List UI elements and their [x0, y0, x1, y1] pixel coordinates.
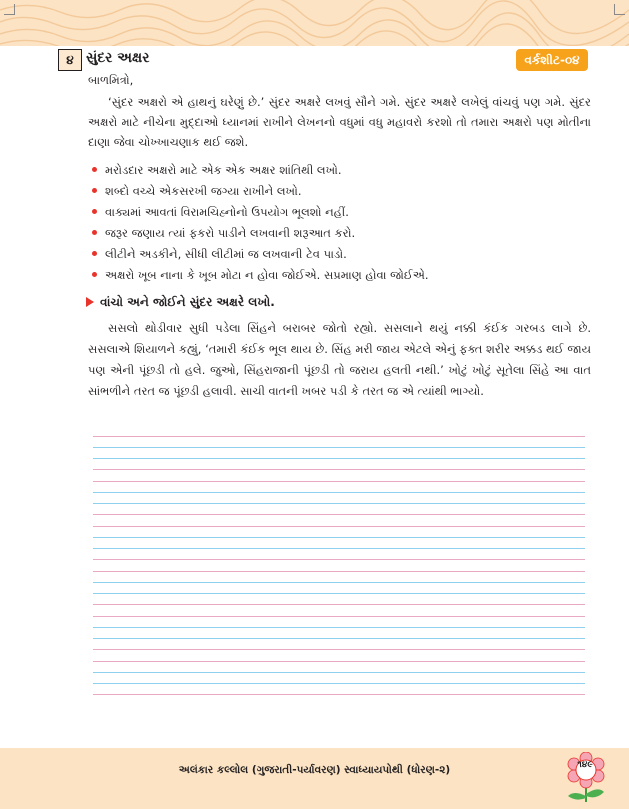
lesson-number-badge: ૪	[58, 49, 82, 71]
tips-list	[92, 160, 429, 286]
ruled-line	[93, 503, 585, 504]
ruled-line	[93, 458, 585, 459]
ruled-line	[93, 559, 585, 560]
ruled-line	[93, 683, 585, 684]
list-item: જરૂર જણાય ત્યાં ફકરો પાડીને લખવાની શરૂઆત કરો.	[92, 223, 429, 244]
crop-mark	[614, 4, 625, 15]
ruled-line	[93, 492, 585, 493]
intro-paragraph: ‘સુંદર અક્ષરો એ હાથનું ઘરેણું છે.’ સુંદર અક્ષરે લખવું સૌને ગમે. સુંદર અક્ષરે લખેલું વાંચવું પણ ગમે. સુંદર અક્ષરો માટે નીચેના મુદ્દાઓ ધ્યાનમાં રાખીને લેખનનો વધુમાં વધુ મહાવરો કરશો તો તમારા અક્ષરો પણ મોતીના દાણા જેવા ચોખ્ખાચણાક થઈ જશે.	[88, 95, 591, 149]
ruled-line	[93, 638, 585, 639]
ruled-line	[93, 627, 585, 628]
footer-band	[0, 748, 629, 809]
book-title: અલંકાર કલ્લોલ (ગુજરાતી-પર્યાવરણ) સ્વાધ્યાયપોથી (ધોરણ-૨)	[178, 764, 451, 776]
worksheet-badge: વર્કશીટ-૦૪	[516, 49, 588, 71]
bullet-dot-icon	[92, 209, 97, 214]
greeting: બાળમિત્રો,	[88, 73, 134, 87]
list-item: શબ્દો વચ્ચે એકસરખી જગ્યા રાખીને લખો.	[92, 181, 429, 202]
ruled-line	[93, 672, 585, 673]
lesson-title: સુંદર અક્ષર	[86, 50, 150, 66]
ruled-line	[93, 661, 585, 662]
list-item: વાક્યમાં આવતાં વિરામચિહ્નોનો ઉપયોગ ભૂલશો નહીં.	[92, 202, 429, 223]
ruled-line	[93, 604, 585, 605]
ruled-line	[93, 616, 585, 617]
ruled-line	[93, 447, 585, 448]
ruled-line	[93, 469, 585, 470]
ruled-line	[93, 526, 585, 527]
ruled-line	[93, 548, 585, 549]
page-number: ૧૪૯	[577, 760, 593, 770]
bullet-dot-icon	[92, 167, 97, 172]
bullet-dot-icon	[92, 272, 97, 277]
ruled-line	[93, 514, 585, 515]
header-decorative-band	[0, 0, 629, 46]
ruled-line	[93, 481, 585, 482]
ruled-line	[93, 537, 585, 538]
crop-mark	[4, 4, 15, 15]
triangle-arrow-icon	[86, 297, 94, 307]
list-item: મરોડદાર અક્ષરો માટે એક એક અક્ષર શાંતિથી લખો.	[92, 160, 429, 181]
list-item: અક્ષરો ખૂબ નાના કે ખૂબ મોટા ન હોવા જોઈએ. સપ્રમાણ હોવા જોઈએ.	[92, 265, 429, 286]
ruled-line	[93, 436, 585, 437]
section-heading: વાંચો અને જોઈને સુંદર અક્ષરે લખો.	[86, 295, 275, 310]
swirl-pattern	[0, 0, 629, 46]
ruled-line	[93, 694, 585, 695]
bullet-dot-icon	[92, 251, 97, 256]
bullet-dot-icon	[92, 230, 97, 235]
ruled-line	[93, 649, 585, 650]
bullet-dot-icon	[92, 188, 97, 193]
list-item: લીટીને અડકીને, સીધી લીટીમાં જ લખવાની ટેવ પાડો.	[92, 244, 429, 265]
ruled-line	[93, 571, 585, 572]
ruled-line	[93, 593, 585, 594]
ruled-line	[93, 582, 585, 583]
story-paragraph: સસલો થોડીવાર સુધી પડેલા સિંહને બરાબર જોતો રહ્યો. સસલાને થયું નક્કી કંઈક ગરબડ લાગે છે. સસલાએ શિયાળને કહ્યું, ‘તમારી કંઈક ભૂલ થાય છે. સિંહ મરી જાય એટલે એનું ફક્ત શરીર અક્કડ થઈ જાય પણ એની પૂંછડી તો હલે. જુઓ, સિંહરાજાની પૂંછડી તો જરાય હલતી નથી.’ ખોટું ખોટું સૂતેલા સિંહે આ વાત સાંભળીને તરત જ પૂંછડી હલાવી. સાચી વાતની ખબર પડી કે તરત જ એ ત્યાંથી ભાગ્યો.	[88, 321, 591, 398]
